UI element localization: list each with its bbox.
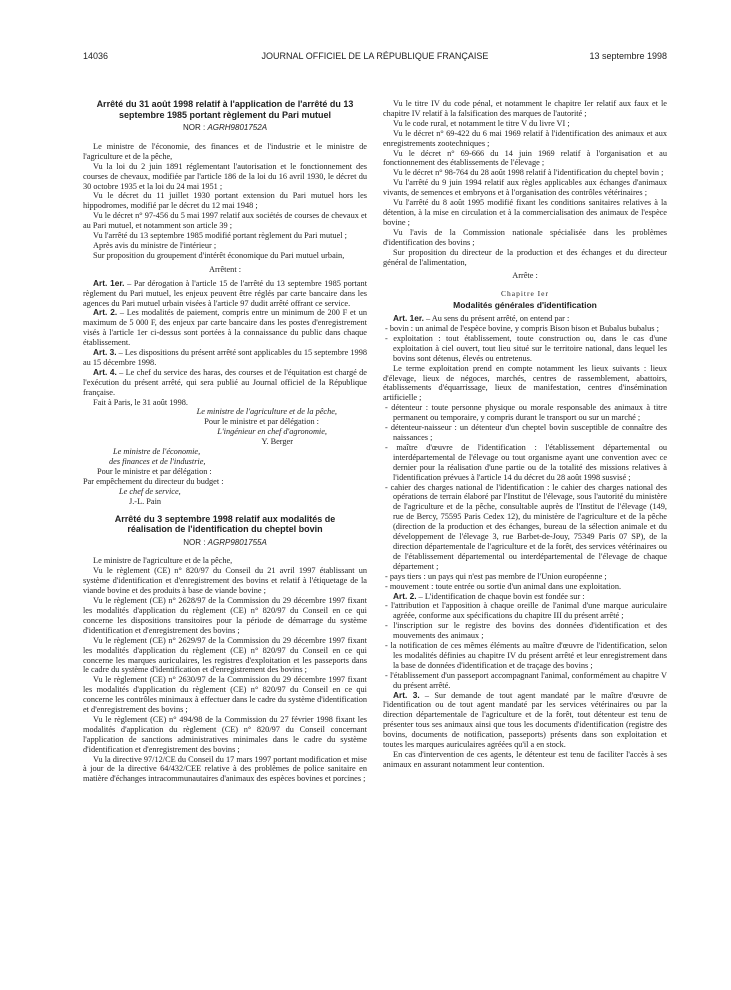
decree-2-nor: NOR : AGRP9801755A xyxy=(183,537,267,547)
signature-line: des finances et de l'industrie, xyxy=(109,457,206,466)
decree-1-visa: Après avis du ministre de l'intérieur ; xyxy=(93,240,217,250)
page-header xyxy=(83,51,667,65)
decree-2-visa: Vu le code rural, et notamment le titre V du livre VI ; xyxy=(393,118,570,128)
chapter-title: Modalités générales d'identification xyxy=(453,300,597,311)
definition-item: - détenteur-naisseur : un détenteur d'un cheptel bovin susceptible de connaître des naissances ; xyxy=(385,423,667,442)
list-item: - l'inscription sur le registre des bovins des données d'identification et des mouvements des animaux ; xyxy=(385,621,667,641)
signature-line: Pour le ministre et par délégation : xyxy=(97,466,212,476)
decree-1-nor: NOR : AGRH9801752A xyxy=(182,123,268,132)
definition-item: - pays tiers : un pays qui n'est pas membre de l'Union européenne ; xyxy=(385,571,607,581)
decree-2-visa: Vu l'avis de la Commission nationale spécialisée dans les problèmes d'identification des bovins ; xyxy=(383,227,667,247)
article-2-intro: Art. 2. – L'identification de chaque bovin est fondée sur : xyxy=(393,590,585,601)
decree-1-article: Art. 2. – Les modalités de paiement, compris entre un minimum de 200 F et un maximum de 5 000 F, des enjeux par carte bancaire dans les postes d'enregistrement visés à l'article 1er ci-dessus sont portées à la connaissance du public dans chaque établissement. xyxy=(83,307,368,348)
decree-2-visa: Vu le règlement (CE) n° 820/97 du Conseil du 21 avril 1997 établissant un système d'identification et d'enregistrement des bovins et relatif à l'étiquetage de la viande bovine et des produits à base de viande bovine ; xyxy=(83,566,367,596)
signatory-name: Y. Berger xyxy=(261,437,293,447)
signature-line: Le chef de service, xyxy=(119,486,181,496)
definition-item: - cahier des charges national de l'identification : le cahier des charges national des opérations de terrain élaboré par l'Institut de l'élevage, sous l'autorité du ministère de l'agriculture et de la pêche, consultable auprès de l'Institut de l'élevage (149, rue de Bercy, 75595 Paris Cedex 12), du ministère de l'agriculture et de la pêche (direction de la production et des échanges, bureau de la sélection animale et du développement de l'élevage 3, rue Barbet-de-Jouy, 75349 Paris 07 SP), de la direction départementale de l'agriculture et de la forêt, des services vétérinaires ou de l'établissement départemental ou interdépartemental de l'élevage de chaque département ; xyxy=(385,482,667,571)
decree-1-visa: Vu le décret n° 97-456 du 5 mai 1997 relatif aux sociétés de courses de chevaux et au Pari mutuel, et notamment son article 39 ; xyxy=(83,211,367,231)
decree-1-article: Art. 4. – Le chef du service des haras, des courses et de l'équitation est chargé de l'exécution du présent arrêté, qui sera publié au Journal officiel de la République française. xyxy=(83,366,367,397)
decree-1-arretent: Arrêtent : xyxy=(208,264,242,274)
decree-1-visa: Le ministre de l'économie, des finances et de l'industrie et le ministre de l'agriculture et de la pêche, xyxy=(83,141,367,161)
decree-1-visa: Vu la loi du 2 juin 1891 réglementant l'autorisation et le fonctionnement des courses de chevaux, modifiée par l'article 186 de la loi du 16 avril 1930, le décret du 30 octobre 1935 et la loi du 24 mai 1951 ; xyxy=(83,161,367,191)
decree-1-fait: Fait à Paris, le 31 août 1998. xyxy=(93,397,188,407)
decree-2-visa: Vu le décret n° 69-666 du 14 juin 1969 relatif à l'organisation et au fonctionnement des établissements de l'élevage ; xyxy=(383,148,667,168)
article-3: Art. 3. – Sur demande de tout agent mandaté par le maître d'œuvre de l'identification ou de tout agent mandaté par les services vétérinaires ou par la direction départementale de l'agriculture et de la forêt, tout détenteur est tenu de présenter tous ses animaux ainsi que tous les documents d'identification (registre des bovins, documents de notification, passeports) présents dans son exploitation et toutes les marques auriculaires agréées qu'il a en stock. xyxy=(383,689,667,750)
decree-1-visa: Sur proposition du groupement d'intérêt économique du Pari mutuel urbain, xyxy=(93,250,345,260)
definition-item: - mouvement : toute entrée ou sortie d'un animal dans une exploitation. xyxy=(385,581,622,591)
decree-2-visa: Vu le décret n° 98-764 du 28 août 1998 relatif à l'identification du cheptel bovin ; xyxy=(393,168,664,178)
decree-1-visa: Vu l'arrêté du 13 septembre 1985 modifié portant règlement du Pari mutuel ; xyxy=(93,231,347,241)
definition-item: - détenteur : toute personne physique ou morale responsable des animaux à titre permanent ou temporaire, y compris durant le transport ou sur un marché ; xyxy=(385,403,667,423)
decree-2-visa: Vu la directive 97/12/CE du Conseil du 17 mars 1997 portant modification et mise à jour de la directive 64/432/CEE relative à des problèmes de police sanitaire en matière d'échanges intracommunautaires d'animaux des espèces bovines et porcines ; xyxy=(83,754,367,784)
decree-2-visa: Vu le décret n° 69-422 du 6 mai 1969 relatif à l'identification des animaux et aux enregistrements zootechniques ; xyxy=(383,128,667,148)
definition-item: - bovin : un animal de l'espèce bovine, y compris Bison bison et Bubalus bubalus ; xyxy=(385,324,659,334)
decree-2-visa: Vu le titre IV du code pénal, et notamment le chapitre Ier relatif aux faux et le chapitre IV relatif à la falsification des marques de l'autorité ; xyxy=(383,99,667,118)
decree-2-visa: Vu le règlement (CE) n° 2629/97 de la Commission du 29 décembre 1997 fixant les modalités d'application du règlement (CE) n° 820/97 du Conseil en ce qui concerne les marques auriculaires, les registres d'exploitation et les passeports dans le cadre du système d'identification et d'enregistrement des bovins ; xyxy=(83,635,367,675)
definition-item: - exploitation : tout établissement, toute construction ou, dans le cas d'une exploitation à ciel ouvert, tout lieu situé sur le territoire national, dans lequel les bovins sont détenus, élevés ou entretenus. xyxy=(385,333,667,363)
article-1-intro: Art. 1er. – Au sens du présent arrêté, on entend par : xyxy=(393,313,570,324)
decree-1-article: Art. 1er. – Par dérogation à l'article 15 de l'arrêté du 13 septembre 1985 portant règlement du Pari mutuel, les enjeux peuvent être réglés par carte bancaire dans les agences du Pari mutuel urbain visées à l'article 97 dudit arrêté offrant ce service. xyxy=(83,277,368,308)
left-column xyxy=(83,99,367,784)
journal-title: JOURNAL OFFICIEL DE LA RÉPUBLIQUE FRANÇAISE xyxy=(261,51,489,61)
right-column xyxy=(383,99,667,770)
list-item: - la notification de ces mêmes éléments au maître d'œuvre de l'identification, selon les modalités définies au chapitre IV du présent arrêté et leur enregistrement dans la base de données d'identification et de traçage des bovins ; xyxy=(385,641,667,670)
decree-2-visa: Vu le règlement (CE) n° 2628/97 de la Commission du 29 décembre 1997 fixant les modalités d'application du règlement (CE) n° 820/97 du Conseil en ce qui concerne les dispositions transitoires pour la période de démarrage du système d'identification et d'enregistrement des bovins ; xyxy=(83,596,367,635)
decree-2-visa: Vu le règlement (CE) n° 2630/97 de la Commission du 29 décembre 1997 fixant les modalités d'application du règlement (CE) n° 820/97 du Conseil en ce qui concerne les contrôles minimaux à effectuer dans le cadre du système d'identification et d'enregistrement des bovins ; xyxy=(83,675,367,715)
decree-2-visa: Vu le règlement (CE) n° 494/98 de la Commission du 27 février 1998 fixant les modalités d'application du règlement (CE) n° 820/97 du Conseil concernant l'application de sanctions administratives minimales dans le cadre du système d'identification et d'enregistrement des bovins ; xyxy=(83,714,367,754)
decree-2-visa: Sur proposition du directeur de la production et des échanges et du directeur général de l'alimentation, xyxy=(383,247,667,267)
definition-item: Le terme exploitation prend en compte notamment les lieux suivants : lieux d'élevage, lieux de négoces, marchés, centres de rassemblement, abattoirs, établissements d'équarrissage, lieux de manifestation, centres d'insémination artificielle ; xyxy=(383,363,667,403)
list-item: - l'établissement d'un passeport accompagnant l'animal, conformément au chapitre V du présent arrêté. xyxy=(385,670,667,690)
signatory-name: J.-L. Pain xyxy=(129,496,162,506)
chapter-label: Chapitre Ier xyxy=(500,289,550,299)
decree-2-title: Arrêté du 3 septembre 1998 relatif aux modalités de réalisation de l'identification du cheptel bovin xyxy=(114,513,336,535)
decree-2-visa: Vu l'arrêté du 9 juin 1994 relatif aux règles applicables aux échanges d'animaux vivants, de semences et embryons et à l'organisation des contrôles vétérinaires ; xyxy=(383,178,667,198)
decree-1-visa: Vu le décret du 11 juillet 1930 portant extension du Pari mutuel hors les hippodromes, modifié par le décret du 12 mai 1948 ; xyxy=(83,191,367,211)
list-item: - l'attribution et l'apposition à chaque oreille de l'animal d'une marque auriculaire agréée, conforme aux spécifications du chapitre III du présent arrêté ; xyxy=(385,601,667,621)
signature-line: Le ministre de l'économie, xyxy=(113,447,201,457)
definition-item: - maître d'œuvre de l'identification : l'établissement départemental ou interdépartemental de l'élevage ou tout organisme ayant une convention avec ce dernier pour la réalisation d'une partie ou de la totalité des missions relatives à l'identification prévues à l'article 14 du décret du 28 août 1998 susvisé ; xyxy=(385,442,667,482)
decree-2-visa: Le ministre de l'agriculture et de la pêche, xyxy=(93,556,233,566)
decree-2-visa: Vu l'arrêté du 8 août 1995 modifié fixant les conditions sanitaires relatives à la détention, à la mise en circulation et à la commercialisation des animaux de l'espèce bovine ; xyxy=(383,198,667,227)
article-3-paragraph: En cas d'intervention de ces agents, le détenteur est tenu de faciliter l'accès à ses animaux en assurant notamment leur contention. xyxy=(383,750,667,769)
decree-2-arrete: Arrête : xyxy=(512,271,538,281)
signature-line: Pour le ministre et par délégation : xyxy=(204,417,319,427)
decree-1-article: Art. 3. – Les dispositions du présent arrêté sont applicables du 15 septembre 1998 au 15 décembre 1998. xyxy=(83,347,367,367)
page-number: 14036 xyxy=(83,51,109,61)
signature-line: Le ministre de l'agriculture et de la pêche, xyxy=(196,407,337,417)
decree-1-title: Arrêté du 31 août 1998 relatif à l'application de l'arrêté du 13 septembre 1985 portant règlement du Pari mutuel xyxy=(96,99,354,120)
signature-line: Par empêchement du directeur du budget : xyxy=(83,476,224,486)
signature-line: L'ingénieur en chef d'agronomie, xyxy=(217,427,327,437)
issue-date: 13 septembre 1998 xyxy=(589,51,667,61)
